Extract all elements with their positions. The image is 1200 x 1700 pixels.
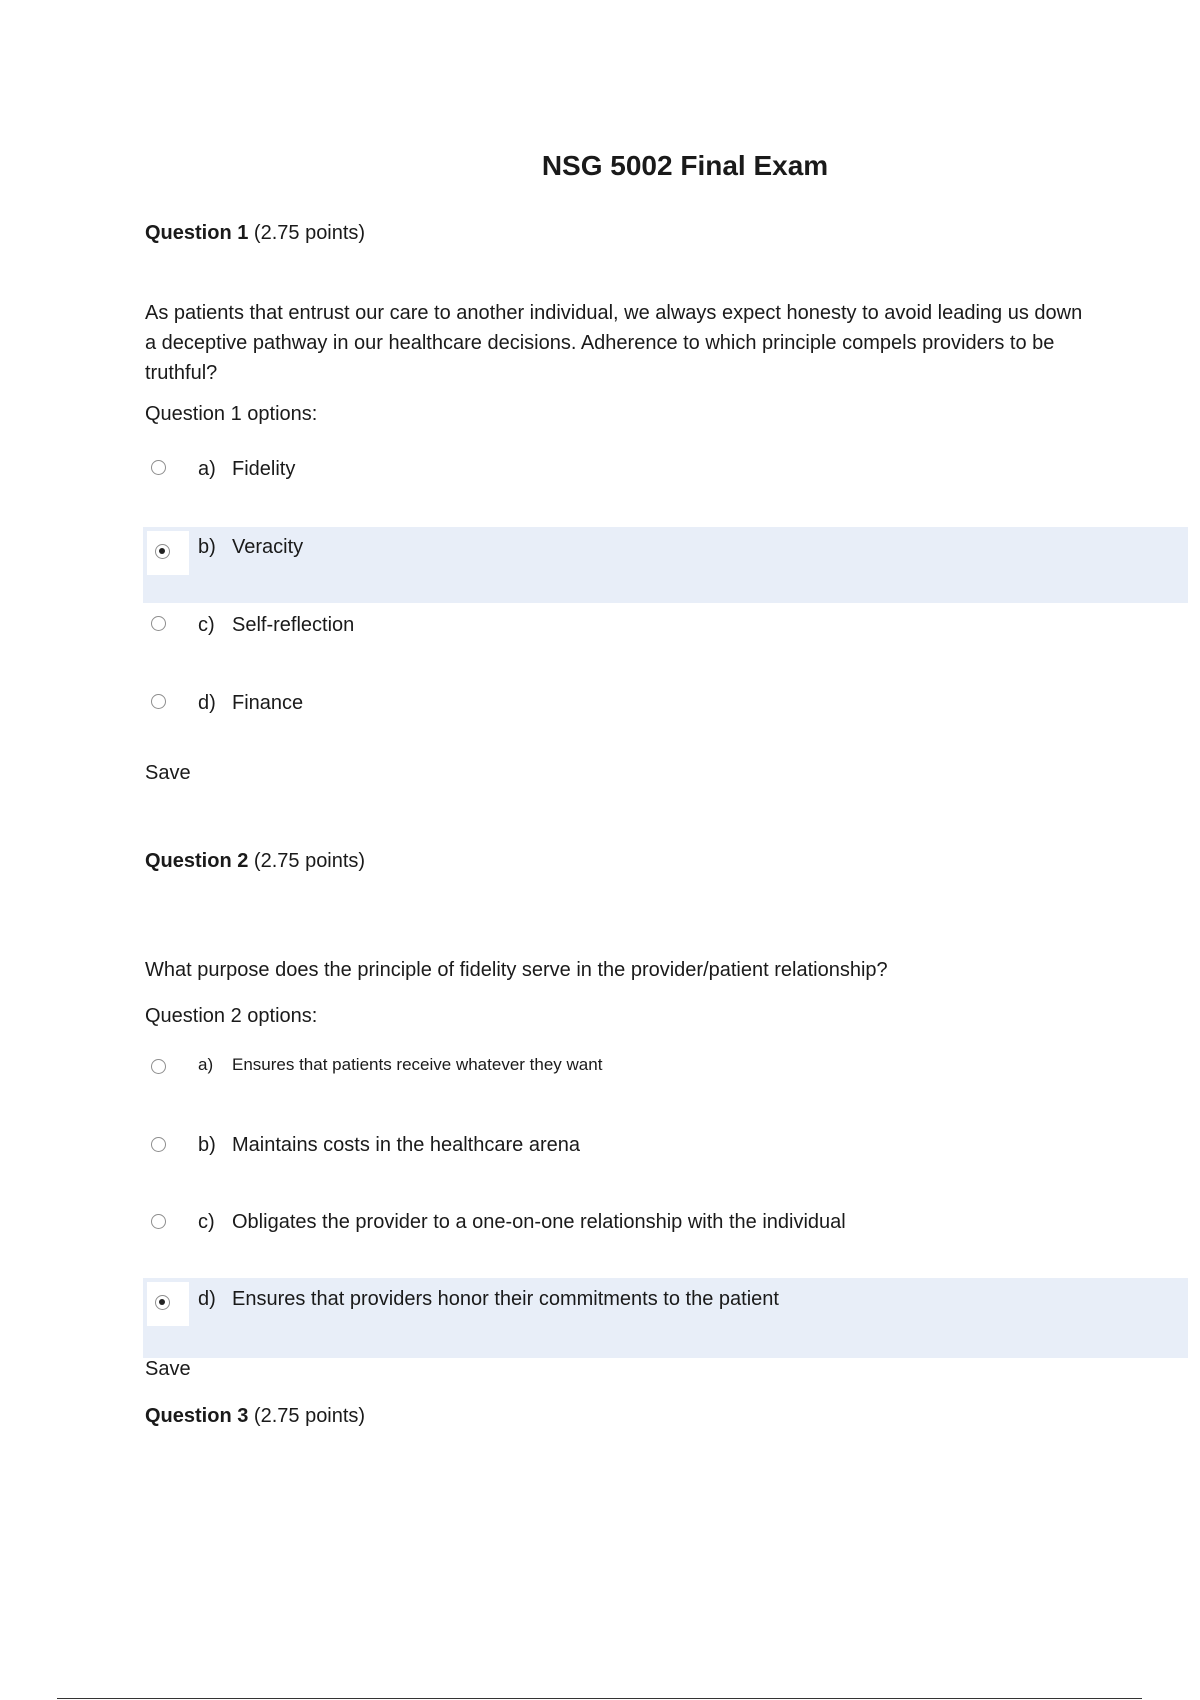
question-1-points: (2.75 points) [253, 222, 366, 244]
radio-unchecked-icon[interactable] [151, 1137, 166, 1152]
radio-focus-box [147, 1282, 189, 1326]
radio-checked-icon[interactable] [155, 544, 170, 559]
radio-focus-box [147, 531, 189, 575]
question-2-points: (2.75 points) [253, 850, 366, 872]
radio-unchecked-icon[interactable] [151, 460, 166, 475]
option-text: Self-reflection [232, 614, 355, 636]
radio-unchecked-icon[interactable] [151, 1059, 166, 1074]
option-letter: b) [198, 1134, 216, 1156]
option-letter: d) [198, 692, 216, 714]
question-1-options-label: Question 1 options: [145, 403, 318, 425]
question-2-option-a[interactable] [143, 1054, 1188, 1130]
question-2-heading [145, 850, 365, 873]
option-text: Maintains costs in the healthcare arena [232, 1134, 580, 1156]
question-3-heading [145, 1405, 365, 1428]
question-1-option-c[interactable] [143, 605, 1188, 681]
question-2-option-c[interactable] [143, 1207, 1188, 1283]
question-1-option-b[interactable] [143, 527, 1188, 603]
option-letter: d) [198, 1288, 216, 1310]
question-1-heading [145, 222, 365, 245]
footer-divider [57, 1698, 1142, 1699]
option-text: Fidelity [232, 458, 296, 480]
question-2-save-button[interactable]: Save [145, 1358, 191, 1380]
question-1-save-button[interactable]: Save [145, 762, 191, 784]
option-text: Ensures that providers honor their commitments to the patient [232, 1288, 779, 1310]
question-2-option-d[interactable] [143, 1278, 1188, 1358]
option-text: Veracity [232, 536, 304, 558]
question-2-number: Question 2 [145, 850, 249, 872]
option-letter: b) [198, 536, 216, 558]
option-text: Obligates the provider to a one-on-one relationship with the individual [232, 1211, 846, 1233]
option-letter: c) [198, 614, 215, 636]
question-2-options-label: Question 2 options: [145, 1005, 318, 1027]
radio-unchecked-icon[interactable] [151, 1214, 166, 1229]
question-1-prompt: As patients that entrust our care to another individual, we always expect honesty to avoid leading us down a deceptive pathway in our healthcare decisions. Adherence to which principle compels providers to be truthful? [145, 302, 1083, 384]
option-text: Finance [232, 692, 304, 714]
option-letter: a) [198, 458, 216, 480]
radio-unchecked-icon[interactable] [151, 616, 166, 631]
exam-title: NSG 5002 Final Exam [541, 150, 829, 181]
question-2-option-b[interactable] [143, 1130, 1188, 1206]
radio-unchecked-icon[interactable] [151, 694, 166, 709]
question-1-number: Question 1 [145, 222, 249, 244]
option-letter: a) [198, 1055, 214, 1074]
question-1-option-d[interactable] [143, 683, 1188, 759]
question-3-number: Question 3 [145, 1405, 249, 1427]
question-2-prompt: What purpose does the principle of fidelity serve in the provider/patient relationship? [145, 959, 888, 981]
question-3-points: (2.75 points) [253, 1405, 366, 1427]
question-1-option-a[interactable] [143, 449, 1188, 525]
radio-checked-icon[interactable] [155, 1295, 170, 1310]
option-text: Ensures that patients receive whatever they want [232, 1055, 603, 1074]
option-letter: c) [198, 1211, 215, 1233]
